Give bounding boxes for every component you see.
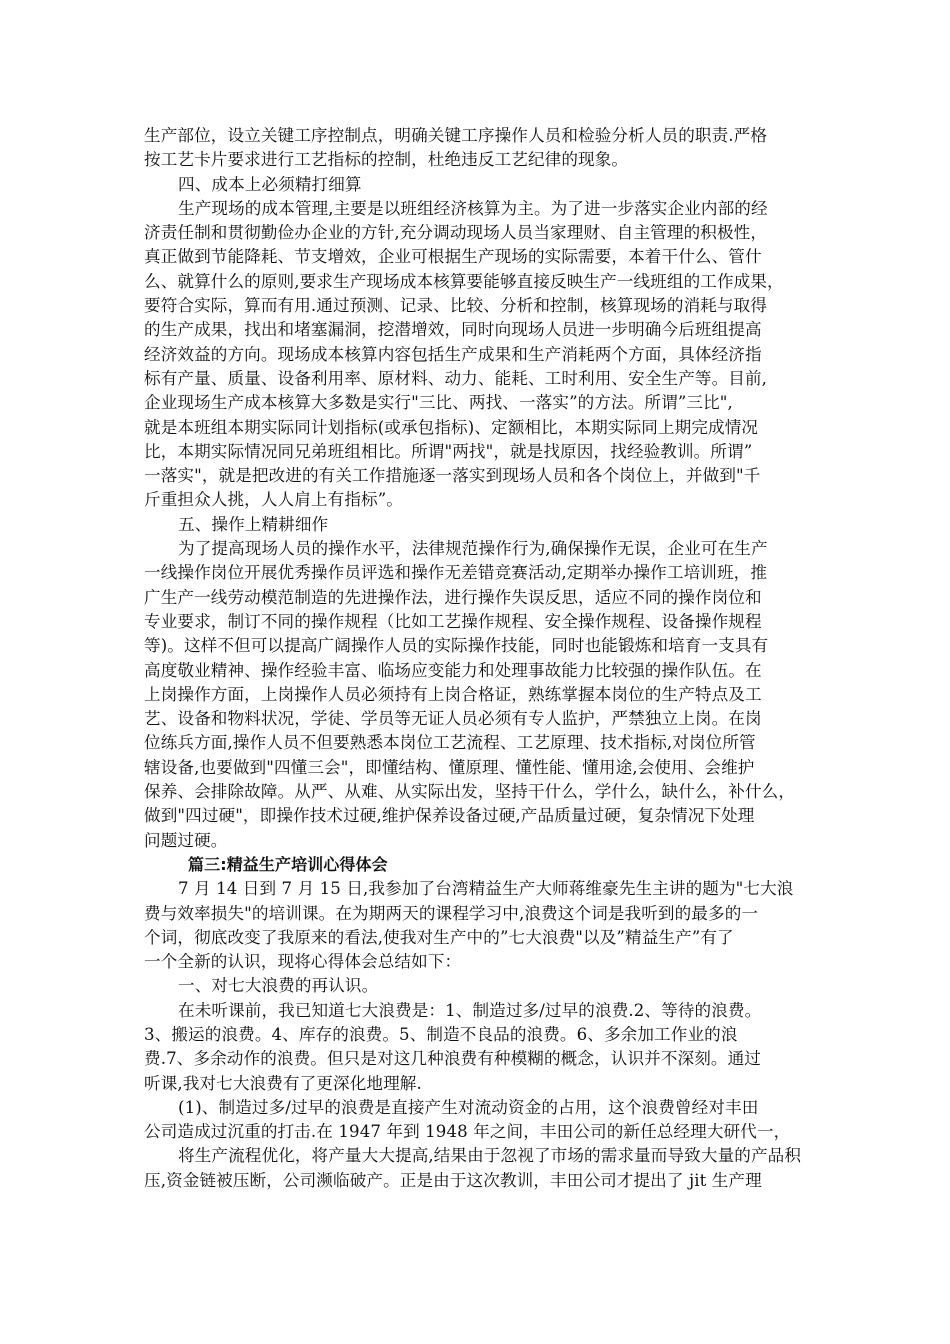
text-line: 真正做到节能降耗、节支增效，企业可根据生产现场的实际需要，本着干什么、管什 bbox=[144, 247, 762, 267]
text-line: 就是本班组本期实际同计划指标(或承包指标)、定额相比，本期实际同上期完成情况 bbox=[144, 417, 759, 437]
section-heading: 篇三:精益生产培训心得体会 bbox=[188, 854, 388, 874]
text-line: 费.7、多余动作的浪费。但只是对这几种浪费有种模糊的概念，认识并不深刻。通过 bbox=[144, 1049, 762, 1069]
text-line: 一落实"，就是把改进的有关工作措施逐一落实到现场人员和各个岗位上，并做到"千 bbox=[144, 466, 761, 486]
text-line: 为了提高现场人员的操作水平，法律规范操作行为,确保操作无误，企业可在生产 bbox=[178, 539, 768, 559]
text-line: 一线操作岗位开展优秀操作员评选和操作无差错竞赛活动,定期举办操作工培训班，推 bbox=[144, 563, 768, 583]
text-line: 生产部位，设立关键工序控制点，明确关键工序操作人员和检验分析人员的职责.严格 bbox=[144, 126, 768, 145]
text-line: 艺、设备和物料状况，学徒、学员等无证人员必须有专人监护，严禁独立上岗。在岗 bbox=[144, 709, 762, 729]
text-line: 比，本期实际情况同兄弟班组相比。所谓"两找"，就是找原因，找经验教训。所谓” bbox=[144, 441, 753, 461]
text-line: 保养、会排除故障。从严、从难、从实际出发，坚持干什么，学什么，缺什么，补什么， bbox=[144, 782, 796, 802]
text-line: 五、操作上精耕细作 bbox=[178, 514, 329, 534]
text-line: 一、对七大浪费的再认识。 bbox=[178, 976, 379, 996]
text-line: 个词，彻底改变了我原来的看法,使我对生产中的”七大浪费"以及”精益生产”有了 bbox=[144, 927, 734, 947]
text-line: 在未听课前，我已知道七大浪费是：1、制造过多/过早的浪费.2、等待的浪费。 bbox=[178, 1000, 762, 1020]
text-line: 经济效益的方向。现场成本核算内容包括生产成果和生产消耗两个方面，具体经济指 bbox=[144, 344, 762, 364]
text-line: 位练兵方面,操作人员不但要熟悉本岗位工艺流程、工艺原理、技术指标,对岗位所管 bbox=[144, 733, 756, 753]
text-line: 费与效率损失"的培训课。在为期两天的课程学习中,浪费这个词是我听到的最多的一 bbox=[144, 903, 759, 923]
text-line: 专业要求，制订不同的操作规程（比如工艺操作规程、安全操作规程、设备操作规程 bbox=[144, 611, 762, 631]
text-line: 四、成本上必须精打细算 bbox=[178, 174, 362, 194]
text-line: 斤重担众人挑，人人肩上有指标”。 bbox=[144, 490, 403, 510]
text-line: 按工艺卡片要求进行工艺指标的控制，杜绝违反工艺纪律的现象。 bbox=[144, 150, 629, 170]
text-line: 一个全新的认识，现将心得体会总结如下： bbox=[144, 952, 462, 972]
text-line: 7 月 14 日到 7 月 15 日,我参加了台湾精益生产大师蒋维豪先生主讲的题为"七大浪 bbox=[178, 879, 794, 899]
text-line: 企业现场生产成本核算大多数是实行"三比、两找、一落实”的方法。所谓”三比", bbox=[144, 393, 733, 413]
text-line: 上岗操作方面，上岗操作人员必须持有上岗合格证，熟练掌握本岗位的生产特点及工 bbox=[144, 684, 762, 704]
text-line: 将生产流程优化，将产量大大提高,结果由于忽视了市场的需求量而导致大量的产品积 bbox=[178, 1146, 802, 1166]
text-line: 的生产成果，找出和堵塞漏洞，挖潜增效，同时向现场人员进一步明确今后班组提高 bbox=[144, 320, 762, 340]
text-line: 3、搬运的浪费。4、库存的浪费。5、制造不良品的浪费。6、多余加工作业的浪 bbox=[144, 1024, 738, 1044]
text-line: (1)、制造过多/过早的浪费是直接产生对流动资金的占用，这个浪费曾经对丰田 bbox=[178, 1097, 759, 1117]
text-line: 要符合实际，算而有用.通过预测、记录、比较、分析和控制，核算现场的消耗与取得 bbox=[144, 296, 768, 316]
text-line: 公司造成过沉重的打击.在 1947 年到 1948 年之间，丰田公司的新任总经理大研代一， bbox=[144, 1122, 791, 1142]
text-line: 做到"四过硬"，即操作技术过硬,维护保养设备过硬,产品质量过硬，复杂情况下处理 bbox=[144, 806, 755, 826]
text-line: 生产现场的成本管理,主要是以班组经济核算为主。为了进一步落实企业内部的经 bbox=[178, 198, 768, 218]
text-line: 等)。这样不但可以提高广阔操作人员的实际操作技能，同时也能锻炼和培育一支具有 bbox=[144, 636, 769, 656]
document-page bbox=[144, 124, 808, 1193]
text-line: 济责任制和贯彻勤俭办企业的方针,充分调动现场人员当家理财、自主管理的积极性， bbox=[144, 223, 768, 243]
text-line: 高度敬业精神、操作经验丰富、临场应变能力和处理事故能力比较强的操作队伍。在 bbox=[144, 660, 762, 680]
text-line: 辖设备,也要做到"四懂三会"，即懂结构、懂原理、懂性能、懂用途,会使用、会维护 bbox=[144, 757, 755, 777]
text-line: 听课,我对七大浪费有了更深化地理解. bbox=[144, 1073, 422, 1093]
text-line: 广生产一线劳动模范制造的先进操作法，进行操作失误反思，适应不同的操作岗位和 bbox=[144, 587, 762, 607]
text-line: 么、就算什么的原则,要求生产现场成本核算要能够直接反映生产一线班组的工作成果， bbox=[144, 271, 784, 291]
text-line: 压,资金链被压断，公司濒临破产。正是由于这次教训，丰田公司才提出了 jit 生产理 bbox=[144, 1170, 762, 1190]
text-line: 问题过硬。 bbox=[144, 830, 228, 850]
text-line: 标有产量、质量、设备利用率、原材料、动力、能耗、工时利用、安全生产等。目前, bbox=[144, 368, 768, 388]
